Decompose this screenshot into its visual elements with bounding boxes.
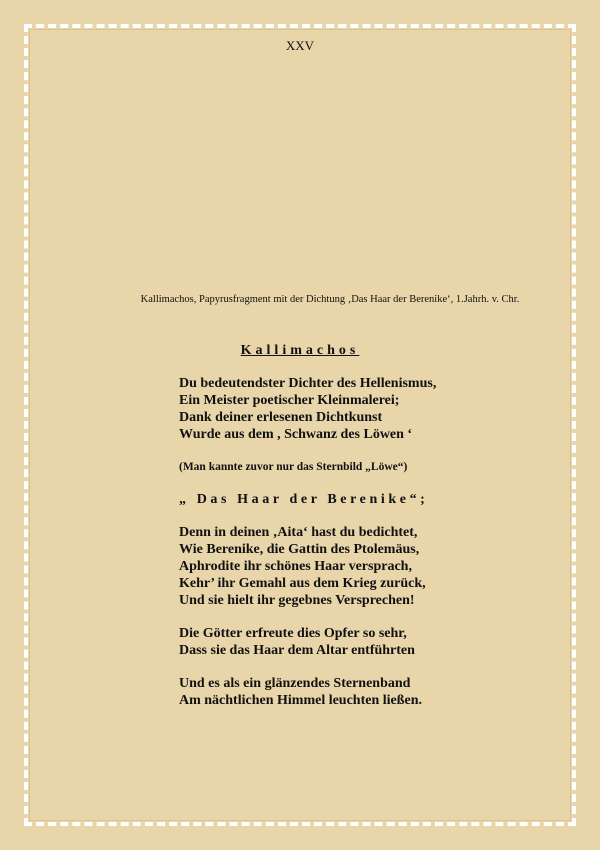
poem-line: Am nächtlichen Himmel leuchten ließen. <box>179 693 423 708</box>
poem-note: (Man kannte zuvor nur das Sternbild „Löwe“) <box>179 461 408 473</box>
poem-line: Und sie hielt ihr gegebnes Versprechen! <box>179 593 415 608</box>
poem-body <box>179 375 569 725</box>
stanza-4 <box>179 675 569 709</box>
poem-line: Denn in deinen ‚Aita‘ hast du bedichtet, <box>179 525 418 540</box>
poem-line: Du bedeutendster Dichter des Hellenismus, <box>179 376 437 391</box>
poem-line: Aphrodite ihr schönes Haar versprach, <box>179 559 412 574</box>
stanza-2 <box>179 524 569 609</box>
poem-line: Und es als ein glänzendes Sternenband <box>179 676 411 691</box>
poem-line: Ein Meister poetischer Kleinmalerei; <box>179 393 400 408</box>
poem-title-line: „ Das Haar der Berenike“; <box>179 492 429 507</box>
poem-line: Kehr’ ihr Gemahl aus dem Krieg zurück, <box>179 576 426 591</box>
poem-line: Dass sie das Haar dem Altar entführten <box>179 643 415 658</box>
image-caption: Kallimachos, Papyrusfragment mit der Dichtung ‚Das Haar der Berenike‘, 1.Jahrh. v. Chr. <box>140 294 520 305</box>
poem-line: Wie Berenike, die Gattin des Ptolemäus, <box>179 542 420 557</box>
page-number: XXV <box>285 38 315 53</box>
poem-line: Wurde aus dem , Schwanz des Löwen ‘ <box>179 427 413 442</box>
stanza-1 <box>179 375 569 443</box>
poem-line: Die Götter erfreute dies Opfer so sehr, <box>179 626 407 641</box>
poem-line: Dank deiner erlesenen Dichtkunst <box>179 410 383 425</box>
poem-title: Kallimachos <box>240 343 360 358</box>
stanza-3 <box>179 625 569 659</box>
